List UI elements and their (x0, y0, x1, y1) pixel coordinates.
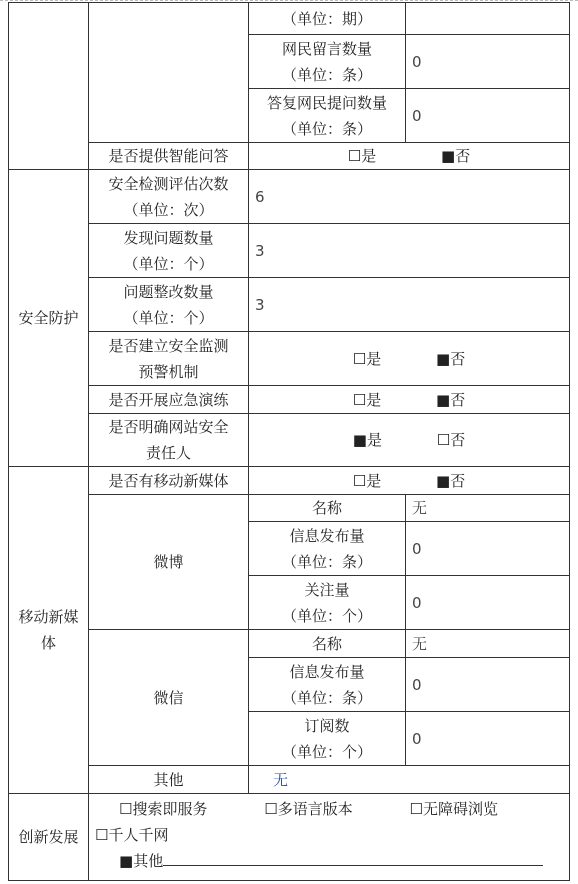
drill-yes-option[interactable] (353, 387, 381, 413)
wechat-subs-label: 订阅数 (304, 716, 350, 735)
weibo-posts-label: 信息发布量 (289, 526, 365, 545)
weibo-follow-label-cell (249, 576, 406, 630)
has-media-label: 是否有移动新媒体 (89, 467, 249, 495)
owner-label-line2: 责任人 (145, 444, 191, 462)
monitor-label-line1: 是否建立安全监测 (108, 336, 229, 355)
checkbox-filled-icon: ■ (436, 349, 451, 368)
issues-found-value: 3 (249, 224, 570, 278)
weibo-follow-value: 0 (406, 576, 570, 630)
wechat-name-label: 名称 (249, 630, 406, 658)
option-search-as-service[interactable] (119, 796, 207, 822)
no-label: 否 (450, 471, 466, 490)
owner-yes-option[interactable] (353, 427, 382, 453)
option-label: 无障碍浏览 (422, 800, 498, 818)
wechat-posts-unit: （单位：条） (281, 688, 372, 707)
netizen-msg-value: 0 (406, 35, 570, 89)
media-section-label-line2: 体 (40, 634, 56, 652)
owner-no-option[interactable] (437, 427, 465, 453)
weibo-follow-label: 关注量 (304, 580, 350, 599)
weibo-name-value: 无 (406, 495, 570, 522)
period-unit-cell (249, 3, 406, 35)
weibo-label: 微博 (89, 495, 249, 630)
other-media-value: 无 (249, 766, 570, 794)
issues-found-label: 发现问题数量 (123, 228, 214, 247)
innovation-options-cell (89, 794, 570, 881)
checkbox-filled-icon: ■ (441, 147, 456, 165)
option-label: 其他 (133, 852, 164, 870)
issues-fixed-label-cell (89, 278, 249, 332)
innovation-options-line2 (95, 822, 563, 848)
netizen-msg-label: 网民留言数量 (281, 39, 372, 58)
netizen-msg-label-cell (249, 35, 406, 89)
monitor-label-line2: 预警机制 (138, 362, 199, 381)
drill-no-option[interactable] (436, 387, 465, 413)
yes-label: 是 (366, 431, 382, 449)
option-other[interactable] (119, 848, 163, 874)
yes-label: 是 (366, 390, 382, 409)
wechat-subs-value: 0 (406, 712, 570, 766)
monitor-label-cell (89, 332, 249, 386)
reply-count-unit: （单位：条） (281, 119, 372, 138)
checkbox-filled-icon: ■ (352, 431, 367, 449)
reply-count-label: 答复网民提问数量 (266, 93, 387, 112)
period-unit: （单位：期） (281, 9, 372, 28)
wechat-posts-label: 信息发布量 (289, 662, 365, 681)
no-label: 否 (455, 147, 471, 165)
checkbox-empty-icon: ☐ (347, 147, 362, 165)
netizen-msg-unit: （单位：条） (281, 65, 372, 84)
checkbox-empty-icon: ☐ (119, 800, 133, 818)
issues-fixed-label: 问题整改数量 (123, 282, 214, 301)
wechat-subs-unit: （单位：个） (281, 742, 372, 761)
eval-count-label: 安全检测评估次数 (108, 174, 229, 193)
other-media-label: 其他 (89, 766, 249, 794)
period-value-cell (406, 3, 570, 35)
eval-count-unit: （单位：次） (123, 200, 214, 219)
owner-label-cell (89, 414, 249, 467)
innovation-section-label: 创新发展 (9, 794, 89, 881)
smart-qa-no-option[interactable] (441, 143, 470, 169)
has-media-options (249, 467, 570, 495)
option-personalized[interactable] (95, 822, 168, 848)
media-section-label-line1: 移动新媒 (18, 608, 79, 626)
option-label: 多语言版本 (277, 800, 353, 818)
media-section-label-cell (9, 467, 89, 794)
option-multilingual[interactable] (264, 796, 352, 822)
has-media-no-option[interactable] (436, 468, 465, 494)
monitor-yes-option[interactable] (353, 346, 381, 372)
no-label: 否 (450, 390, 466, 409)
drill-label: 是否开展应急演练 (89, 386, 249, 414)
has-media-yes-option[interactable] (353, 468, 381, 494)
checkbox-filled-icon: ■ (119, 852, 134, 870)
reply-count-label-cell (249, 89, 406, 143)
owner-options (249, 414, 570, 467)
innovation-options-line1 (95, 796, 563, 822)
eval-count-label-cell (89, 170, 249, 224)
wechat-posts-label-cell (249, 658, 406, 712)
security-section-label: 安全防护 (9, 170, 89, 467)
subsection-cell-top (89, 3, 249, 143)
checkbox-filled-icon: ■ (436, 471, 451, 490)
checkbox-empty-icon: ☐ (436, 431, 451, 449)
no-label: 否 (450, 349, 466, 368)
checkbox-empty-icon: ☐ (264, 800, 278, 818)
weibo-name-label: 名称 (249, 495, 406, 522)
smart-qa-label: 是否提供智能问答 (89, 143, 249, 170)
smart-qa-yes-option[interactable] (348, 143, 376, 169)
issues-fixed-value: 3 (249, 278, 570, 332)
checkbox-empty-icon: ☐ (95, 826, 109, 844)
checkbox-empty-icon: ☐ (352, 390, 367, 409)
eval-count-value: 6 (249, 170, 570, 224)
weibo-posts-unit: （单位：条） (281, 552, 372, 571)
innovation-options-line3 (95, 848, 563, 874)
owner-label-line1: 是否明确网站安全 (108, 418, 229, 436)
other-fill-in-underline[interactable] (163, 849, 543, 866)
wechat-name-value: 无 (406, 630, 570, 658)
checkbox-filled-icon: ■ (436, 390, 451, 409)
wechat-posts-value: 0 (406, 658, 570, 712)
yes-label: 是 (366, 349, 382, 368)
section-cell-top (9, 3, 89, 170)
smart-qa-options (249, 143, 570, 170)
monitor-options (249, 332, 570, 386)
reply-count-value: 0 (406, 89, 570, 143)
checkbox-empty-icon: ☐ (352, 471, 367, 490)
no-label: 否 (450, 431, 466, 449)
checkbox-empty-icon: ☐ (409, 800, 423, 818)
option-label: 千人千网 (108, 826, 169, 844)
yes-label: 是 (361, 147, 377, 165)
wechat-label: 微信 (89, 630, 249, 766)
weibo-posts-label-cell (249, 522, 406, 576)
drill-options (249, 386, 570, 414)
monitor-no-option[interactable] (436, 346, 465, 372)
weibo-follow-unit: （单位：个） (281, 606, 372, 625)
issues-found-unit: （单位：个） (123, 254, 214, 273)
statistics-table (8, 2, 570, 881)
yes-label: 是 (366, 471, 382, 490)
issues-fixed-unit: （单位：个） (123, 308, 214, 327)
checkbox-empty-icon: ☐ (352, 349, 367, 368)
wechat-subs-label-cell (249, 712, 406, 766)
weibo-posts-value: 0 (406, 522, 570, 576)
option-label: 搜索即服务 (132, 800, 208, 818)
option-accessibility[interactable] (410, 796, 498, 822)
issues-found-label-cell (89, 224, 249, 278)
